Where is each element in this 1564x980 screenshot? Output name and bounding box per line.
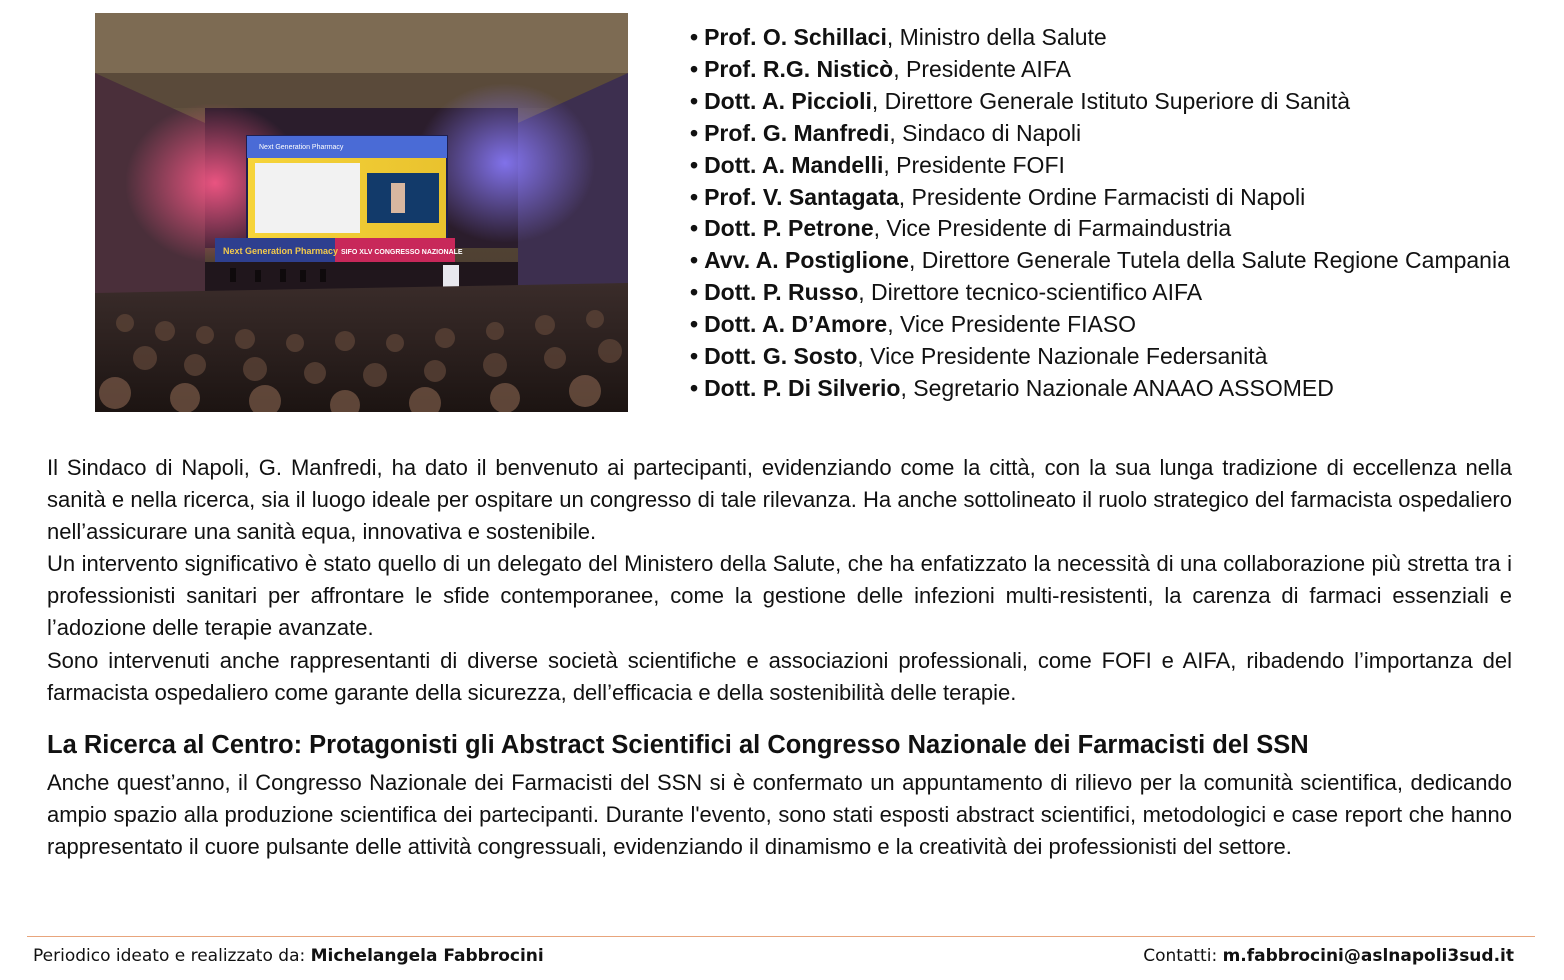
stage-banner-text: Next Generation Pharmacy (223, 246, 339, 256)
speaker-role: , Vice Presidente di Farmaindustria (873, 215, 1232, 242)
speaker-item (690, 277, 1510, 309)
speaker-item (690, 150, 1510, 182)
footer-divider (27, 936, 1535, 937)
speaker-item (690, 22, 1510, 54)
stage-banner-right: SIFO XLV CONGRESSO NAZIONALE (341, 249, 463, 256)
bullet: • (690, 24, 699, 50)
speakers-list (690, 22, 1510, 405)
bullet: • (690, 279, 699, 306)
bullet: • (690, 151, 699, 178)
speaker-role: , Presidente FOFI (883, 151, 1065, 178)
speaker-name: Prof. G. Manfredi (704, 119, 890, 146)
speaker-name: Avv. A. Postiglione (704, 247, 909, 274)
speaker-name: Dott. A. Piccioli (704, 87, 872, 114)
speaker-name: Dott. P. Russo (704, 279, 859, 306)
bullet: • (690, 247, 699, 274)
section-heading: La Ricerca al Centro: Protagonisti gli Abstract Scientifici al Congresso Nazionale dei Farmacisti del SSN (47, 731, 1309, 759)
article-body (47, 452, 1512, 709)
speaker-item (690, 86, 1510, 118)
contact-email[interactable]: m.fabbrocini@aslnapoli3sud.it (1222, 946, 1514, 966)
section-paragraph: Anche quest’anno, il Congresso Nazionale dei Farmacisti del SSN si è confermato un appuntamento di rilievo per la comunità scientifica, dedicando ampio spazio alla produzione scientifica dei partecipanti. Durante l'evento, sono stati esposti abstract scientifici, metodologici e case report che hanno rappresentato il cuore pulsante delle attività congressuali, evidenziando il dinamismo e la creatività dei professionisti del settore. (47, 770, 1512, 860)
contacts-label: Contatti: (1143, 946, 1218, 966)
speaker-name: Dott. A. Mandelli (704, 151, 884, 178)
bullet: • (690, 374, 699, 401)
speaker-item (690, 245, 1510, 277)
paragraph-ministry: Un intervento significativo è stato quello di un delegato del Ministero della Salute, che ha enfatizzato la necessità di una collaborazione più stretta tra i professionisti sanitari per affrontare le sfide contemporanee, come la gestione delle infezioni multi-resistenti, la carenza di farmaci essenziali e l’adozione delle terapie avanzate. (47, 551, 1512, 641)
speaker-name: Dott. P. Di Silverio (704, 374, 901, 401)
bullet: • (690, 87, 699, 114)
speaker-role: , Ministro della Salute (886, 24, 1107, 50)
bullet: • (690, 215, 699, 242)
speaker-item (690, 118, 1510, 150)
speaker-item (690, 54, 1510, 86)
author-name: Michelangela Fabbrocini (310, 946, 544, 966)
speaker-role: , Vice Presidente FIASO (887, 311, 1137, 338)
speaker-role: , Vice Presidente Nazionale Federsanità (857, 343, 1268, 370)
bullet: • (690, 343, 699, 370)
speaker-item (690, 213, 1510, 245)
bullet: • (690, 55, 699, 82)
speaker-name: Dott. G. Sosto (704, 343, 858, 370)
speaker-role: , Presidente Ordine Farmacisti di Napoli (898, 183, 1306, 210)
speaker-name: Dott. A. D’Amore (704, 311, 888, 338)
speaker-name: Prof. R.G. Nisticò (704, 55, 894, 82)
paragraph-societies: Sono intervenuti anche rappresentanti di diverse società scientifiche e associazioni professionali, come FOFI e AIFA, ribadendo l’importanza del farmacista ospedaliero come garante della sicurezza, dell’efficacia e della sostenibilità delle terapie. (47, 647, 1512, 705)
speaker-role: , Direttore tecnico-scientifico AIFA (858, 279, 1203, 306)
congress-photo (95, 13, 628, 412)
speaker-item (690, 309, 1510, 341)
speaker-role: , Presidente AIFA (893, 55, 1071, 82)
speaker-role: , Segretario Nazionale ANAAO ASSOMED (900, 374, 1334, 401)
section-body (47, 767, 1512, 863)
bullet: • (690, 311, 699, 338)
speaker-name: Dott. P. Petrone (704, 215, 874, 242)
speaker-item (690, 341, 1510, 373)
speaker-name: Prof. O. Schillaci (704, 24, 887, 50)
footer-contacts (1143, 946, 1514, 966)
credits-label: Periodico ideato e realizzato da: (33, 946, 306, 966)
speaker-item (690, 373, 1510, 405)
screen-title: Next Generation Pharmacy (259, 144, 344, 151)
speaker-role: , Direttore Generale Istituto Superiore di Sanità (871, 87, 1351, 114)
bullet: • (690, 119, 699, 146)
speaker-name: Prof. V. Santagata (704, 183, 899, 210)
footer-credits (33, 946, 544, 966)
paragraph-welcome: Il Sindaco di Napoli, G. Manfredi, ha dato il benvenuto ai partecipanti, evidenziando come la città, con la sua lunga tradizione di eccellenza nella sanità e nella ricerca, sia il luogo ideale per ospitare un congresso di tale rilevanza. Ha anche sottolineato il ruolo strategico del farmacista ospedaliero nell’assicurare una sanità equa, innovativa e sostenibile. (47, 455, 1512, 545)
speaker-item (690, 182, 1510, 214)
bullet: • (690, 183, 699, 210)
speaker-role: , Sindaco di Napoli (889, 119, 1082, 146)
speaker-role: , Direttore Generale Tutela della Salute Regione Campania (908, 247, 1510, 274)
